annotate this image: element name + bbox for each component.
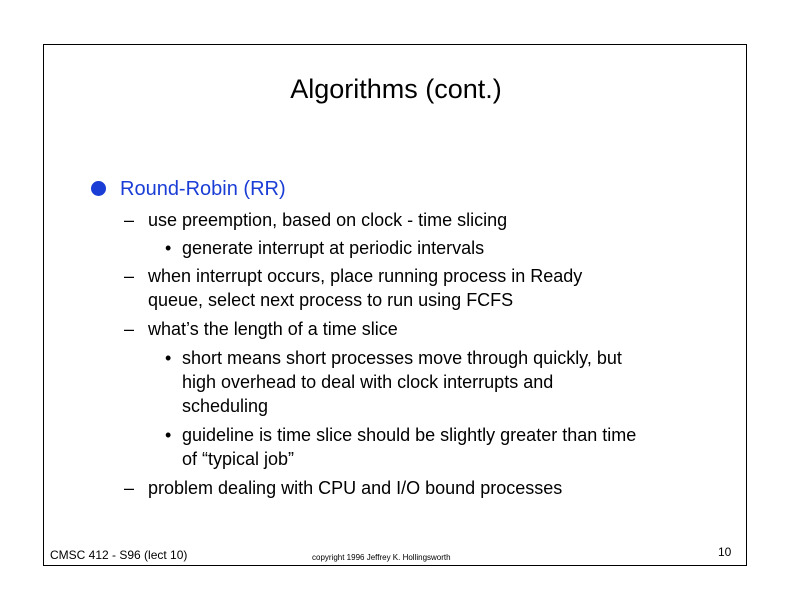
sub-sub-bullet-line: guideline is time slice should be slightly greater than time <box>182 425 637 445</box>
bullet-marker: • <box>165 238 172 258</box>
sub-bullet-line: problem dealing with CPU and I/O bound processes <box>148 478 563 498</box>
dash-marker: – <box>124 319 135 339</box>
main-bullet-label: Round-Robin (RR) <box>120 178 286 200</box>
slide-title: Algorithms (cont.) <box>290 74 502 104</box>
sub-sub-bullet-line: generate interrupt at periodic intervals <box>182 238 485 258</box>
dash-marker: – <box>124 210 135 230</box>
footer-copyright: copyright 1996 Jeffrey K. Hollingsworth <box>312 553 451 562</box>
sub-bullet-line: use preemption, based on clock - time slicing <box>148 210 508 230</box>
footer-course: CMSC 412 - S96 (lect 10) <box>50 548 188 562</box>
sub-sub-bullet-line-continued: high overhead to deal with clock interrupts and <box>182 372 554 392</box>
dash-marker: – <box>124 478 135 498</box>
bullet-marker: • <box>165 348 172 368</box>
sub-sub-bullet-line: short means short processes move through quickly, but <box>182 348 622 368</box>
sub-bullet-line: what’s the length of a time slice <box>148 319 398 339</box>
page-number: 10 <box>718 545 732 559</box>
sub-sub-bullet-line-continued: scheduling <box>182 396 269 416</box>
main-bullet-dot-icon <box>91 181 106 196</box>
sub-sub-bullet-line-continued: of “typical job” <box>182 449 295 469</box>
dash-marker: – <box>124 266 135 286</box>
sub-bullet-line-continued: queue, select next process to run using FCFS <box>148 290 514 310</box>
bullet-marker: • <box>165 425 172 445</box>
sub-bullet-line: when interrupt occurs, place running process in Ready <box>148 266 583 286</box>
